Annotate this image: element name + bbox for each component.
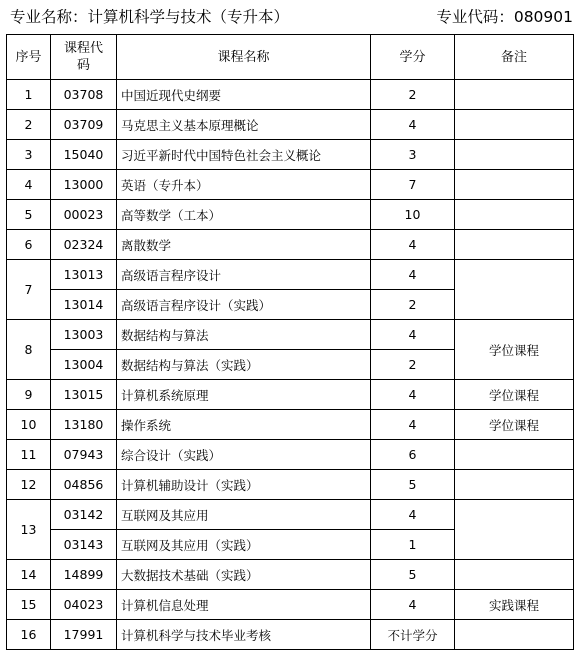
cell-remark: 学位课程: [455, 410, 574, 440]
cell-name: 操作系统: [117, 410, 371, 440]
cell-credit: 4: [371, 590, 455, 620]
cell-code: 13180: [51, 410, 117, 440]
major-code: 专业代码：080901: [436, 8, 573, 26]
cell-credit: 4: [371, 380, 455, 410]
cell-seq: 6: [7, 230, 51, 260]
cell-code: 13003: [51, 320, 117, 350]
cell-seq: 4: [7, 170, 51, 200]
course-table: [6, 34, 574, 650]
cell-name: 高等数学（工本）: [117, 200, 371, 230]
table-row: [7, 80, 574, 110]
major-name: 专业名称：计算机科学与技术（专升本）: [10, 8, 290, 26]
cell-credit: 2: [371, 350, 455, 380]
cell-seq: 3: [7, 140, 51, 170]
cell-credit: 不计学分: [371, 620, 455, 650]
cell-credit: 2: [371, 80, 455, 110]
cell-seq: 9: [7, 380, 51, 410]
table-row: [7, 590, 574, 620]
column-header-credit: 学分: [371, 35, 455, 80]
cell-seq: 16: [7, 620, 51, 650]
cell-code: 02324: [51, 230, 117, 260]
cell-code: 07943: [51, 440, 117, 470]
cell-name: 高级语言程序设计（实践）: [117, 290, 371, 320]
table-row: [7, 440, 574, 470]
cell-name: 互联网及其应用（实践）: [117, 530, 371, 560]
column-header-seq: 序号: [7, 35, 51, 80]
cell-code: 03709: [51, 110, 117, 140]
cell-code: 13015: [51, 380, 117, 410]
cell-remark: [455, 200, 574, 230]
cell-code: 17991: [51, 620, 117, 650]
cell-remark: [455, 470, 574, 500]
cell-code: 03143: [51, 530, 117, 560]
column-header-name: 课程名称: [117, 35, 371, 80]
cell-name: 中国近现代史纲要: [117, 80, 371, 110]
cell-remark: [455, 560, 574, 590]
table-row: [7, 500, 574, 530]
cell-name: 高级语言程序设计: [117, 260, 371, 290]
cell-code: 15040: [51, 140, 117, 170]
table-row: [7, 170, 574, 200]
cell-name: 马克思主义基本原理概论: [117, 110, 371, 140]
cell-remark: [455, 80, 574, 110]
cell-credit: 10: [371, 200, 455, 230]
cell-credit: 4: [371, 230, 455, 260]
cell-credit: 5: [371, 470, 455, 500]
cell-code: 04023: [51, 590, 117, 620]
table-header-row: [7, 35, 574, 80]
cell-name: 计算机系统原理: [117, 380, 371, 410]
cell-code: 00023: [51, 200, 117, 230]
cell-code: 13013: [51, 260, 117, 290]
cell-remark: 学位课程: [455, 380, 574, 410]
cell-credit: 4: [371, 500, 455, 530]
cell-remark: [455, 110, 574, 140]
cell-remark: [455, 170, 574, 200]
cell-seq: 11: [7, 440, 51, 470]
cell-name: 综合设计（实践）: [117, 440, 371, 470]
cell-code: 13014: [51, 290, 117, 320]
cell-seq: 8: [7, 320, 51, 380]
table-row: [7, 260, 574, 290]
cell-remark: [455, 230, 574, 260]
cell-seq: 14: [7, 560, 51, 590]
cell-credit: 4: [371, 320, 455, 350]
table-row: [7, 560, 574, 590]
column-header-code: 课程代码: [51, 35, 117, 80]
cell-credit: 7: [371, 170, 455, 200]
cell-remark: [455, 440, 574, 470]
cell-name: 计算机辅助设计（实践）: [117, 470, 371, 500]
cell-seq: 5: [7, 200, 51, 230]
cell-name: 大数据技术基础（实践）: [117, 560, 371, 590]
cell-name: 离散数学: [117, 230, 371, 260]
cell-remark: [455, 260, 574, 320]
cell-seq: 2: [7, 110, 51, 140]
cell-seq: 1: [7, 80, 51, 110]
cell-remark: [455, 140, 574, 170]
cell-name: 习近平新时代中国特色社会主义概论: [117, 140, 371, 170]
cell-code: 13000: [51, 170, 117, 200]
cell-name: 互联网及其应用: [117, 500, 371, 530]
cell-name: 数据结构与算法: [117, 320, 371, 350]
cell-code: 03142: [51, 500, 117, 530]
cell-credit: 2: [371, 290, 455, 320]
cell-credit: 5: [371, 560, 455, 590]
table-row: [7, 320, 574, 350]
cell-credit: 3: [371, 140, 455, 170]
cell-name: 计算机信息处理: [117, 590, 371, 620]
cell-name: 英语（专升本）: [117, 170, 371, 200]
cell-seq: 10: [7, 410, 51, 440]
table-row: [7, 620, 574, 650]
cell-seq: 13: [7, 500, 51, 560]
table-row: [7, 140, 574, 170]
cell-credit: 6: [371, 440, 455, 470]
cell-credit: 4: [371, 410, 455, 440]
cell-code: 13004: [51, 350, 117, 380]
cell-credit: 4: [371, 260, 455, 290]
cell-name: 数据结构与算法（实践）: [117, 350, 371, 380]
cell-seq: 7: [7, 260, 51, 320]
page-header: [0, 0, 579, 34]
cell-remark: [455, 500, 574, 560]
cell-code: 03708: [51, 80, 117, 110]
cell-code: 14899: [51, 560, 117, 590]
table-row: [7, 380, 574, 410]
cell-remark: 实践课程: [455, 590, 574, 620]
cell-credit: 4: [371, 110, 455, 140]
cell-name: 计算机科学与技术毕业考核: [117, 620, 371, 650]
cell-remark: [455, 620, 574, 650]
table-row: [7, 230, 574, 260]
cell-seq: 12: [7, 470, 51, 500]
table-row: [7, 470, 574, 500]
cell-credit: 1: [371, 530, 455, 560]
table-row: [7, 110, 574, 140]
cell-seq: 15: [7, 590, 51, 620]
table-row: [7, 200, 574, 230]
column-header-remark: 备注: [455, 35, 574, 80]
table-row: [7, 410, 574, 440]
cell-remark: 学位课程: [455, 320, 574, 380]
cell-code: 04856: [51, 470, 117, 500]
